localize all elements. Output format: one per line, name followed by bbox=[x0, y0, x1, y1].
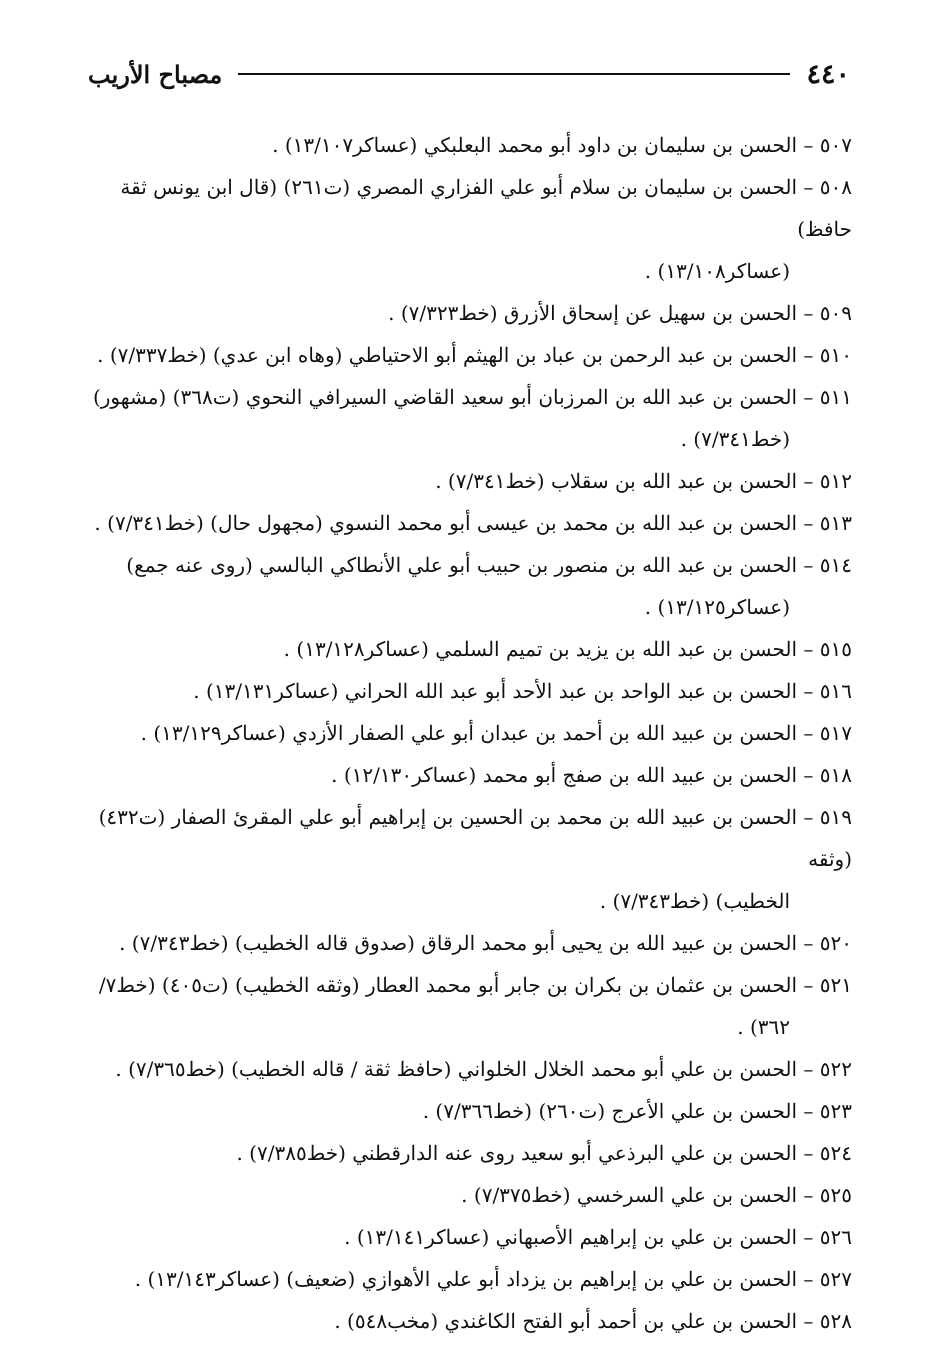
list-item bbox=[78, 754, 852, 796]
list-item bbox=[78, 544, 852, 628]
list-item bbox=[78, 670, 852, 712]
list-item bbox=[78, 964, 852, 1048]
list-item bbox=[78, 292, 852, 334]
entry-line: ٥١٥ – الحسن بن عبد الله بن يزيد بن تميم السلمي (عساكر١٣/١٢٨) . bbox=[283, 637, 852, 661]
list-item bbox=[78, 502, 852, 544]
entry-continuation: ٣٦٢) . bbox=[737, 1015, 790, 1039]
entry-line: ٥١٣ – الحسن بن عبد الله بن محمد بن عيسى أبو محمد النسوي (مجهول حال) (خط٧/٣٤١) . bbox=[94, 511, 852, 535]
list-item bbox=[78, 1090, 852, 1132]
entry-line: ٥٠٩ – الحسن بن سهيل عن إسحاق الأزرق (خط٧/٣٢٣) . bbox=[388, 301, 852, 325]
list-item bbox=[78, 460, 852, 502]
list-item bbox=[78, 376, 852, 460]
entry-continuation: (عساكر١٣/١٠٨) . bbox=[644, 259, 790, 283]
list-item bbox=[78, 712, 852, 754]
entry-line: ٥١٤ – الحسن بن عبد الله بن منصور بن حبيب أبو علي الأنطاكي البالسي (روى عنه جمع) bbox=[126, 553, 852, 577]
list-item bbox=[78, 796, 852, 922]
entry-continuation: (خط٧/٣٤١) . bbox=[680, 427, 790, 451]
entry-line: ٥١٧ – الحسن بن عبيد الله بن أحمد بن عبدان أبو علي الصفار الأزدي (عساكر١٣/١٢٩) . bbox=[140, 721, 852, 745]
entry-line: ٥٢١ – الحسن بن عثمان بن بكران بن جابر أبو محمد العطار (وثقه الخطيب) (ت٤٠٥) (خط٧/ bbox=[98, 973, 852, 997]
entry-continuation: الخطيب) (خط٧/٣٤٣) . bbox=[599, 889, 790, 913]
entry-continuation: (عساكر١٣/١٢٥) . bbox=[644, 595, 790, 619]
entry-line: ٥١٢ – الحسن بن عبد الله بن سقلاب (خط٧/٣٤١) . bbox=[435, 469, 852, 493]
page-number: ٤٤٠ bbox=[806, 58, 850, 90]
list-item bbox=[78, 124, 852, 166]
entry-line: ٥٢٢ – الحسن بن علي أبو محمد الخلال الخلواني (حافظ ثقة / قاله الخطيب) (خط٧/٣٦٥) . bbox=[115, 1057, 852, 1081]
list-item bbox=[78, 1048, 852, 1090]
list-item bbox=[78, 1300, 852, 1342]
entry-line: ٥٢٦ – الحسن بن علي بن إبراهيم الأصبهاني (عساكر١٣/١٤١) . bbox=[344, 1225, 852, 1249]
entry-line: ٥٠٧ – الحسن بن سليمان بن داود أبو محمد البعلبكي (عساكر١٣/١٠٧) . bbox=[272, 133, 852, 157]
entry-line: ٥٢٨ – الحسن بن علي بن أحمد أبو الفتح الكاغندي (مخب٥٤٨) . bbox=[334, 1309, 852, 1333]
entry-line: ٥٢٥ – الحسن بن علي السرخسي (خط٧/٣٧٥) . bbox=[461, 1183, 852, 1207]
entry-line: ٥٢٧ – الحسن بن علي بن إبراهيم بن يزداد أبو علي الأهوازي (ضعيف) (عساكر١٣/١٤٣) . bbox=[134, 1267, 852, 1291]
entry-line: ٥٢٠ – الحسن بن عبيد الله بن يحيى أبو محمد الرقاق (صدوق قاله الخطيب) (خط٧/٣٤٣) . bbox=[119, 931, 852, 955]
list-item bbox=[78, 166, 852, 292]
page-header bbox=[88, 52, 850, 96]
book-title: مصباح الأريب bbox=[88, 59, 223, 89]
entry-line: ٥١١ – الحسن بن عبد الله بن المرزبان أبو سعيد القاضي السيرافي النحوي (ت٣٦٨) (مشهور) bbox=[92, 385, 852, 409]
entry-line: ٥١٠ – الحسن بن عبد الرحمن بن عباد بن الهيثم أبو الاحتياطي (وهاه ابن عدي) (خط٧/٣٣٧) . bbox=[97, 343, 852, 367]
list-item bbox=[78, 1258, 852, 1300]
list-item bbox=[78, 1132, 852, 1174]
list-item bbox=[78, 922, 852, 964]
header-rule bbox=[238, 73, 790, 75]
entry-line: ٥١٦ – الحسن بن عبد الواحد بن عبد الأحد أبو عبد الله الحراني (عساكر١٣/١٣١) . bbox=[193, 679, 852, 703]
list-item bbox=[78, 1174, 852, 1216]
list-item bbox=[78, 1216, 852, 1258]
list-item bbox=[78, 334, 852, 376]
entry-list bbox=[78, 124, 852, 1342]
entry-line: ٥١٩ – الحسن بن عبيد الله بن محمد بن الحسين بن إبراهيم أبو علي المقرئ الصفار (ت٤٣٢) (وثقه bbox=[98, 805, 852, 871]
entry-line: ٥٢٣ – الحسن بن علي الأعرج (ت٢٦٠) (خط٧/٣٦٦) . bbox=[422, 1099, 852, 1123]
entry-line: ٥٢٤ – الحسن بن علي البرذعي أبو سعيد روى عنه الدارقطني (خط٧/٣٨٥) . bbox=[236, 1141, 852, 1165]
entry-line: ٥١٨ – الحسن بن عبيد الله بن صفج أبو محمد (عساكر١٢/١٣٠) . bbox=[331, 763, 852, 787]
list-item bbox=[78, 628, 852, 670]
entry-line: ٥٠٨ – الحسن بن سليمان بن سلام أبو علي الفزاري المصري (ت٢٦١) (قال ابن يونس ثقة حافظ) bbox=[120, 175, 852, 241]
